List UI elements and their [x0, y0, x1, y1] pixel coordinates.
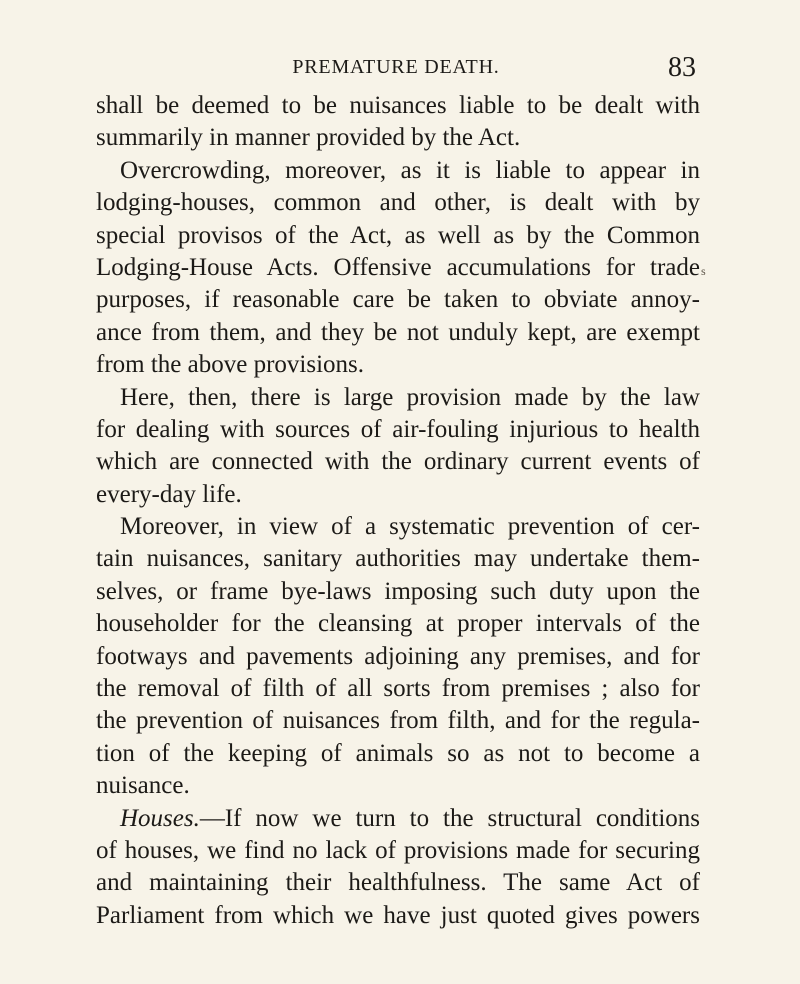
text-line: householder for the cleansing at proper intervals of the: [96, 610, 700, 638]
text-line: footways and pavements adjoining any premises, and for: [96, 642, 700, 670]
text-line: special provisos of the Act, as well as by the Common: [96, 221, 700, 249]
text-line: and maintaining their healthfulness. The same Act of: [96, 869, 700, 897]
text-line: shall be deemed to be nuisances liable to be dealt with: [96, 92, 700, 119]
text-line: which are connected with the ordinary current events of: [96, 448, 700, 476]
text-line: Lodging-House Acts. Offensive accumulations for trade: [96, 253, 700, 281]
text-line: lodging-houses, common and other, is dealt with by: [96, 189, 700, 217]
houses-first-line: [96, 803, 700, 835]
running-title: PREMATURE DEATH.: [292, 56, 500, 78]
text-line: selves, or frame bye-laws imposing such duty upon the: [96, 577, 700, 605]
margin-mark: s: [701, 264, 706, 278]
text-line: Overcrowding, moreover, as it is liable to appear in: [120, 156, 700, 184]
text-line: from the above provisions.: [96, 351, 365, 379]
text-line: Moreover, in view of a systematic prevention of cer-: [120, 513, 700, 541]
page-number: 83: [668, 52, 696, 83]
houses-heading: Houses.: [120, 804, 200, 832]
text-line: Parliament from which we have just quoted gives powers: [96, 901, 700, 929]
text-line: purposes, if reasonable care be taken to obviate annoy-: [96, 286, 700, 314]
houses-first-line-text: —If now we turn to the structural conditions: [199, 804, 700, 832]
body-text: [96, 90, 700, 932]
text-line: nuisance.: [96, 772, 190, 800]
text-line: the removal of filth of all sorts from premises ; also for: [96, 675, 700, 703]
text-line: the prevention of nuisances from filth, and for the regula-: [96, 707, 700, 735]
text-line: of houses, we find no lack of provisions made for securing: [96, 836, 700, 864]
text-line: ance from them, and they be not unduly kept, are exempt: [96, 318, 700, 346]
running-head: [96, 54, 696, 86]
text-line: Here, then, there is large provision made by the law: [120, 383, 700, 411]
text-line: tain nuisances, sanitary authorities may undertake them-: [96, 545, 700, 573]
text-line: every-day life.: [96, 480, 242, 508]
text-line: for dealing with sources of air-fouling injurious to health: [96, 415, 700, 443]
text-line: tion of the keeping of animals so as not to become a: [96, 739, 700, 767]
text-line: summarily in manner provided by the Act.: [96, 124, 521, 152]
